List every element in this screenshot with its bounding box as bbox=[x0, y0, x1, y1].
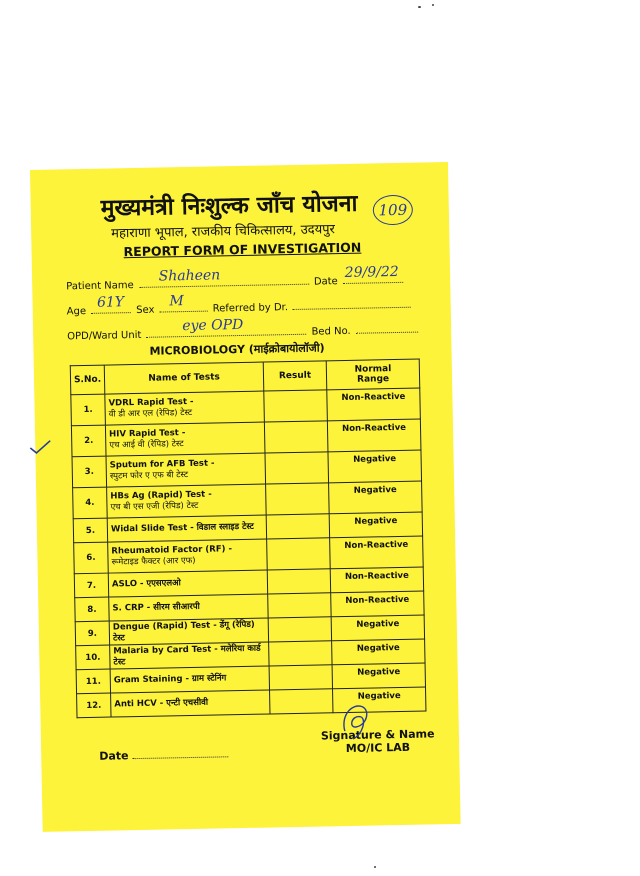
opd-field[interactable] bbox=[146, 316, 306, 338]
row-test-name-hi: स्पुटम फोर ए एफ बी टेस्ट bbox=[109, 470, 189, 482]
signature-role: MO/IC LAB bbox=[345, 740, 411, 756]
row-test-name-en: Dengue (Rapid) Test - डेंगू (रेपिड) टेस्ट bbox=[112, 619, 255, 643]
row-test-name-hi: एच आई वी (रेपिड) टेस्ट bbox=[109, 439, 184, 451]
date-field[interactable] bbox=[343, 263, 403, 284]
row-normal-range: Negative bbox=[329, 512, 422, 538]
row-test-name-en: Sputum for AFB Test - bbox=[109, 458, 215, 471]
row-result-cell[interactable] bbox=[270, 689, 333, 714]
tests-table bbox=[70, 359, 427, 719]
row-test-name bbox=[111, 690, 270, 717]
row-test-name bbox=[108, 539, 268, 573]
row-result-cell[interactable] bbox=[267, 538, 331, 570]
age-label: Age bbox=[66, 305, 87, 318]
row-sno: 5. bbox=[73, 518, 108, 543]
referred-label: Referred by Dr. bbox=[212, 302, 289, 315]
row-sno: 11. bbox=[76, 669, 111, 694]
row-result-cell[interactable] bbox=[269, 665, 332, 690]
age-field[interactable] bbox=[91, 294, 131, 314]
scan-speck bbox=[374, 866, 376, 868]
row-sno: 1. bbox=[71, 394, 106, 426]
report-form-sheet bbox=[30, 162, 461, 832]
sex-label: Sex bbox=[136, 304, 155, 316]
row-test-name-en: Malaria by Card Test - मलेरिया कार्ड टेस्ट bbox=[113, 643, 261, 667]
header-sno: S.No. bbox=[70, 365, 105, 395]
age-sex-row bbox=[66, 293, 411, 319]
row-normal-range: Negative bbox=[333, 687, 426, 713]
patient-name-label: Patient Name bbox=[66, 280, 134, 293]
row-test-name-en: Rheumatoid Factor (RF) - bbox=[111, 544, 233, 557]
row-sno: 10. bbox=[76, 645, 111, 670]
footer-date-field[interactable] bbox=[132, 746, 228, 759]
sex-field[interactable] bbox=[159, 293, 207, 313]
patient-name-field[interactable] bbox=[139, 267, 309, 288]
row-test-name-en: HIV Rapid Test - bbox=[109, 428, 186, 440]
row-test-name bbox=[108, 570, 267, 597]
row-test-name bbox=[110, 666, 269, 693]
row-sno: 2. bbox=[71, 425, 106, 457]
row-test-name bbox=[106, 453, 266, 487]
row-test-name-hi: रूमेटाइड फैक्टर (आर एफ) bbox=[111, 555, 196, 568]
row-normal-range: Negative bbox=[332, 663, 425, 689]
header-result: Result bbox=[263, 361, 327, 391]
row-normal-range: Non-Reactive bbox=[327, 419, 421, 452]
patient-name-value: Shaheen bbox=[158, 267, 221, 285]
header-range bbox=[326, 359, 419, 390]
row-result-cell[interactable] bbox=[269, 641, 332, 666]
row-test-name-en: S. CRP - सीरम सीआरपी bbox=[112, 601, 200, 614]
row-test-name-en: Widal Slide Test - विडाल स्लाइड टेस्ट bbox=[110, 521, 255, 535]
header-range-line2: Range bbox=[357, 374, 390, 385]
signature-block bbox=[321, 727, 435, 755]
row-test-name-hi: वी डी आर एल (रेपिड) टेस्ट bbox=[108, 407, 193, 420]
row-test-name bbox=[105, 422, 265, 456]
row-test-name bbox=[107, 515, 266, 542]
hospital-name: महाराणा भूपाल, राजकीय चिकित्सालय, उदयपुर bbox=[111, 222, 336, 242]
row-normal-range: Non-Reactive bbox=[331, 591, 424, 617]
footer-date bbox=[99, 746, 228, 762]
row-result-cell[interactable] bbox=[266, 514, 329, 539]
row-test-name bbox=[110, 642, 269, 669]
checkmark-icon bbox=[29, 440, 51, 454]
bed-label: Bed No. bbox=[311, 325, 351, 338]
row-result-cell[interactable] bbox=[265, 452, 329, 484]
scheme-title: मुख्यमंत्री निःशुल्क जाँच योजना bbox=[100, 190, 358, 222]
row-result-cell[interactable] bbox=[268, 593, 331, 618]
row-test-name-hi: एच बी एस एजी (रेपिड) टेस्ट bbox=[110, 500, 199, 513]
row-test-name bbox=[109, 594, 268, 621]
row-test-name-en: Gram Staining - ग्राम स्टेनिंग bbox=[113, 673, 227, 686]
serial-number: 109 bbox=[378, 200, 408, 220]
row-normal-range: Non-Reactive bbox=[330, 536, 424, 569]
opd-row bbox=[67, 318, 418, 344]
row-result-cell[interactable] bbox=[264, 390, 328, 422]
row-result-cell[interactable] bbox=[268, 617, 331, 642]
row-sno: 4. bbox=[73, 487, 108, 519]
header-range-line1: Normal bbox=[354, 364, 392, 375]
signature-label: Signature & Name bbox=[320, 727, 435, 743]
header-name: Name of Tests bbox=[104, 362, 264, 394]
row-sno: 6. bbox=[74, 542, 109, 574]
row-result-cell[interactable] bbox=[264, 421, 328, 453]
patient-name-row bbox=[66, 263, 403, 293]
row-normal-range: Negative bbox=[332, 639, 425, 665]
date-value: 29/9/22 bbox=[344, 263, 399, 281]
scan-speck bbox=[418, 6, 421, 8]
row-test-name-en: ASLO - एएसएलओ bbox=[111, 578, 181, 590]
row-test-name bbox=[107, 484, 267, 518]
row-sno: 8. bbox=[75, 597, 110, 622]
scan-speck bbox=[432, 4, 434, 6]
row-normal-range: Non-Reactive bbox=[330, 567, 423, 593]
serial-number-stamp bbox=[373, 195, 414, 226]
signature-scribble-icon bbox=[338, 701, 373, 742]
row-test-name bbox=[105, 391, 265, 425]
date-label: Date bbox=[313, 276, 338, 288]
row-normal-range: Non-Reactive bbox=[327, 388, 421, 421]
bed-field[interactable] bbox=[356, 322, 418, 334]
row-normal-range: Negative bbox=[329, 481, 423, 514]
sex-value: M bbox=[169, 293, 184, 310]
age-value: 61Y bbox=[96, 294, 125, 311]
row-test-name-en: Anti HCV - एन्टी एचसीवी bbox=[114, 697, 209, 710]
opd-label: OPD/Ward Unit bbox=[67, 329, 142, 343]
row-normal-range: Negative bbox=[331, 615, 424, 641]
row-sno: 7. bbox=[74, 573, 109, 598]
referred-field[interactable] bbox=[293, 297, 411, 310]
opd-value: eye OPD bbox=[182, 316, 244, 335]
row-test-name-en: HBs Ag (Rapid) Test - bbox=[110, 489, 212, 502]
section-title: MICROBIOLOGY (माईक्रोबायोलॉजी) bbox=[149, 341, 325, 358]
footer-date-label: Date bbox=[99, 749, 129, 763]
row-result-cell[interactable] bbox=[266, 483, 330, 515]
row-sno: 12. bbox=[77, 693, 112, 718]
row-test-name bbox=[109, 618, 268, 645]
row-result-cell[interactable] bbox=[267, 569, 330, 594]
row-normal-range: Negative bbox=[328, 450, 422, 483]
row-test-name-en: VDRL Rapid Test - bbox=[108, 396, 194, 409]
row-sno: 9. bbox=[75, 621, 110, 646]
form-title: REPORT FORM OF INVESTIGATION bbox=[123, 239, 362, 260]
row-sno: 3. bbox=[72, 456, 107, 488]
